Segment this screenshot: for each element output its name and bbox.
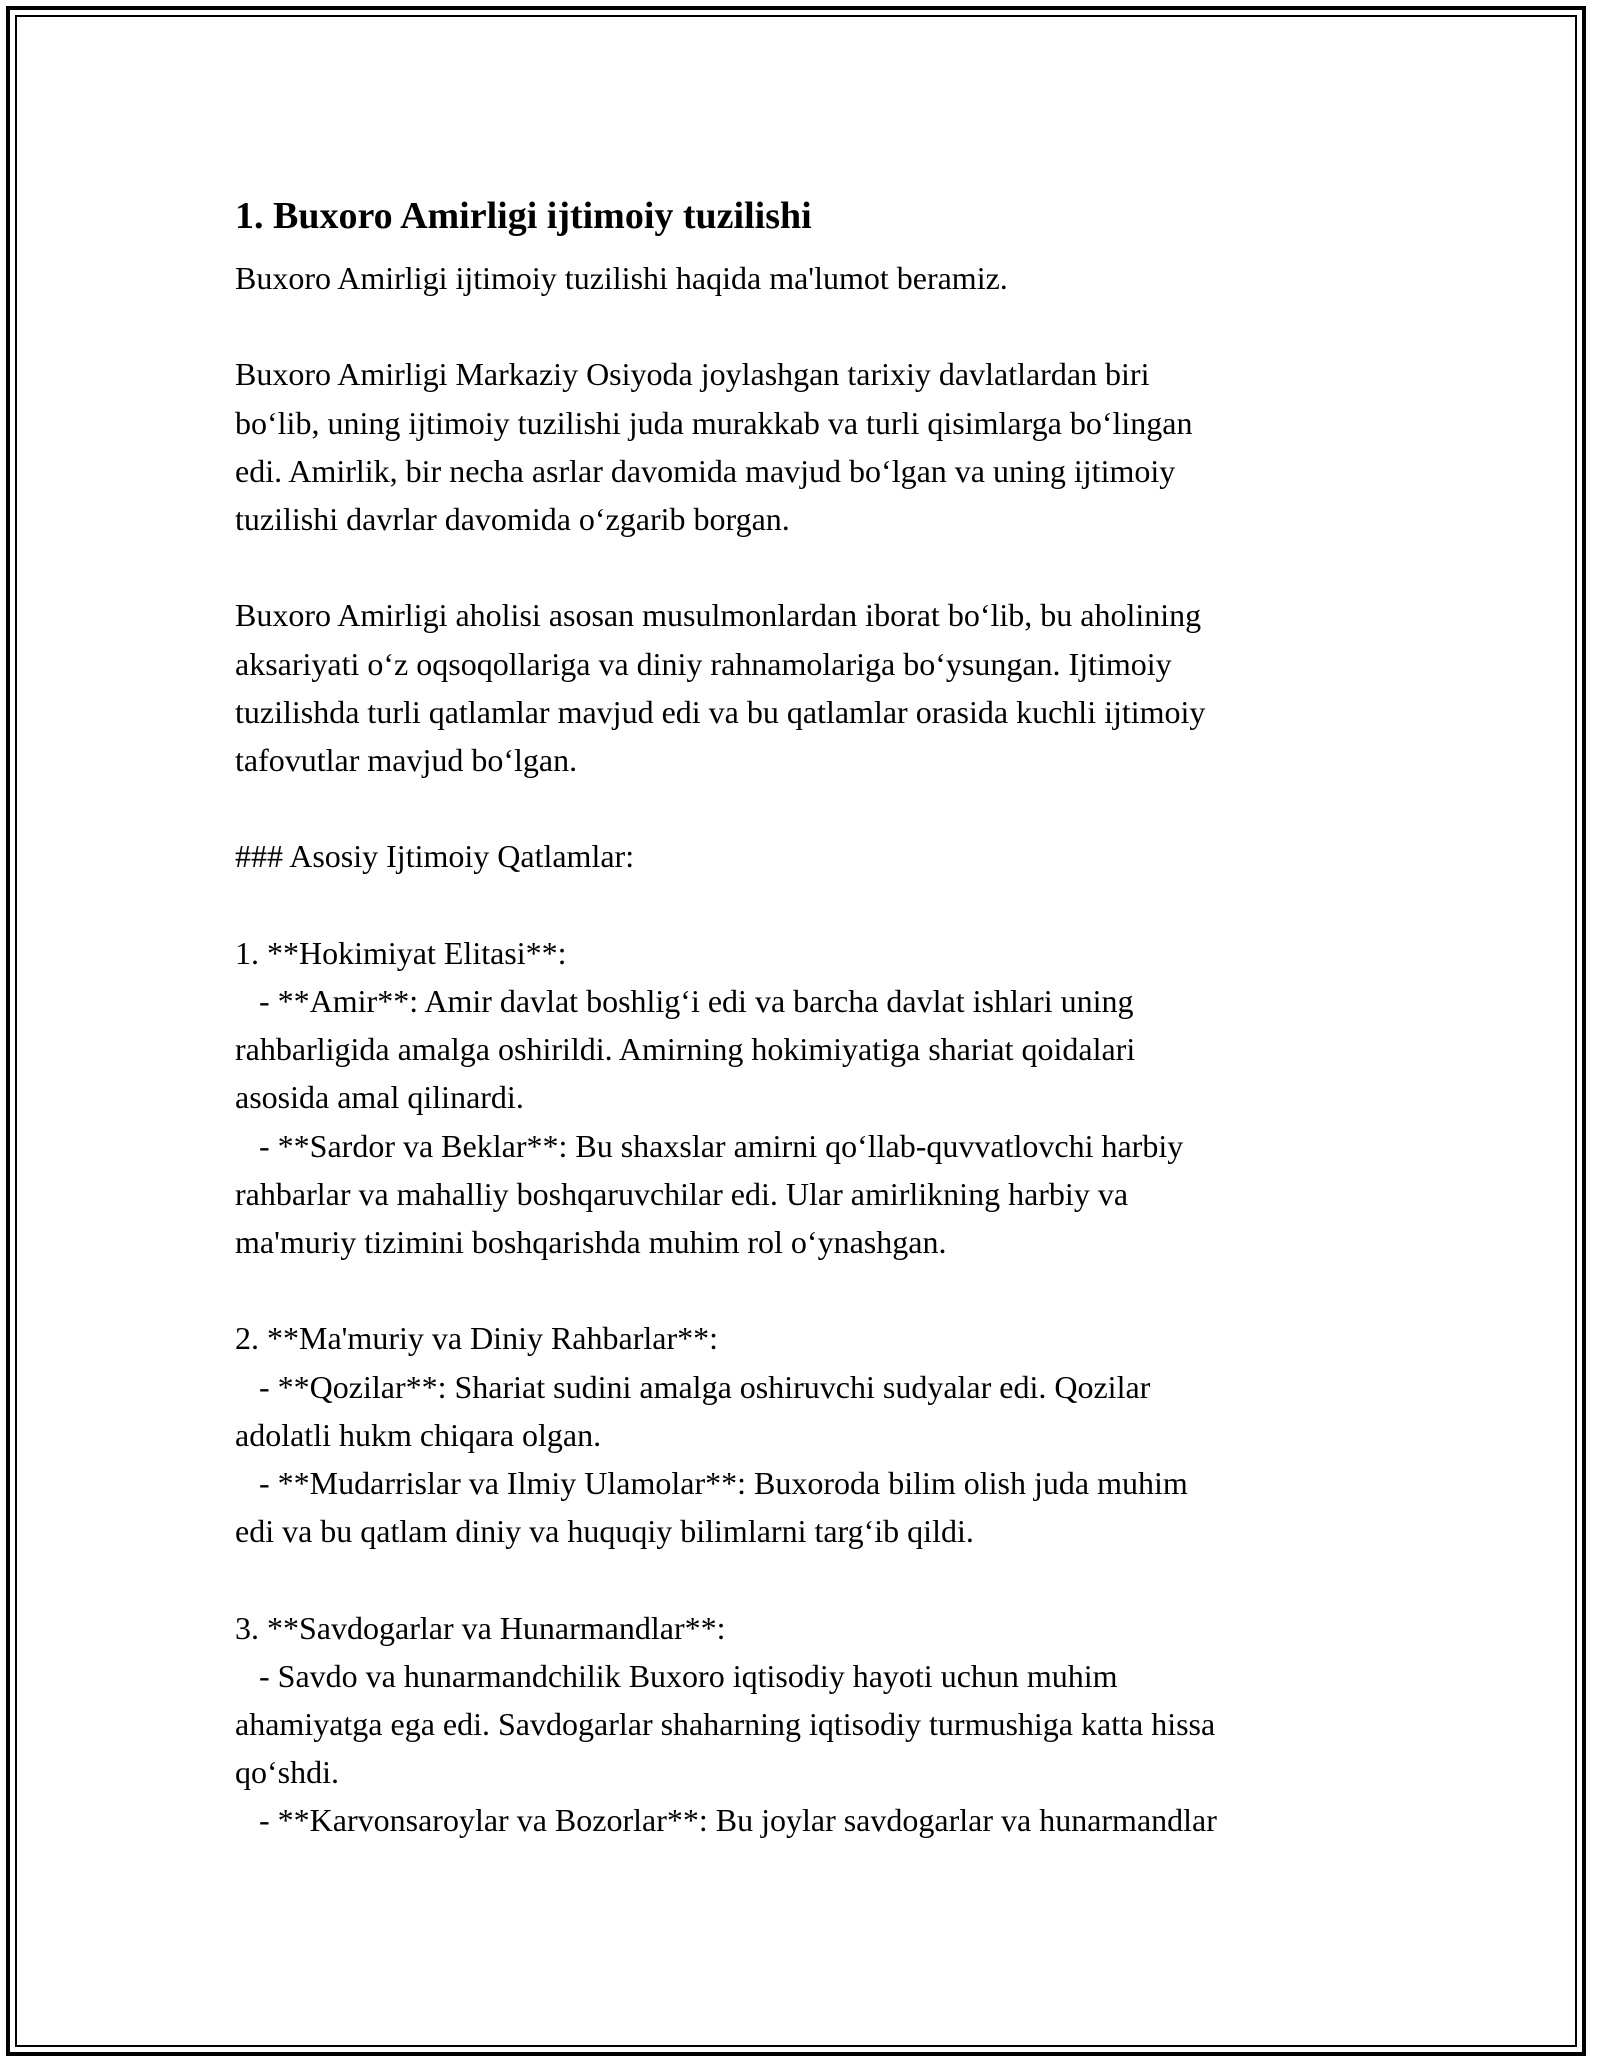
text-line: - **Karvonsaroylar va Bozorlar**: Bu joylar savdogarlar va hunarmandlar bbox=[235, 1802, 1217, 1839]
text-line: adolatli hukm chiqara olgan. bbox=[235, 1416, 602, 1453]
text-line bbox=[235, 784, 1375, 832]
text-line: asosida amal qilinardi. bbox=[235, 1079, 524, 1116]
document-body bbox=[235, 188, 1375, 1845]
text-line: - **Amir**: Amir davlat boshlig‘i edi va barcha davlat ishlari uning bbox=[235, 982, 1134, 1019]
text-line: Buxoro Amirligi Markaziy Osiyoda joylashgan tarixiy davlatlardan biri bbox=[235, 356, 1150, 393]
text-line bbox=[235, 881, 1375, 929]
text-line: bo‘lib, uning ijtimoiy tuzilishi juda murakkab va turli qisimlarga bo‘lingan bbox=[235, 404, 1193, 441]
text-line bbox=[235, 543, 1375, 591]
text-line: rahbarlar va mahalliy boshqaruvchilar edi. Ular amirlikning harbiy va bbox=[235, 1175, 1129, 1212]
document-title: 1. Buxoro Amirligi ijtimoiy tuzilishi bbox=[235, 195, 812, 237]
text-line: qo‘shdi. bbox=[235, 1754, 339, 1791]
text-line: Buxoro Amirligi ijtimoiy tuzilishi haqida ma'lumot beramiz. bbox=[235, 260, 1008, 296]
document-text bbox=[235, 254, 1375, 1845]
text-line: ahamiyatga ega edi. Savdogarlar shaharning iqtisodiy turmushiga katta hissa bbox=[235, 1706, 1216, 1742]
text-line: aksariyati o‘z oqsoqollariga va diniy rahnamolariga bo‘ysungan. Ijtimoiy bbox=[235, 645, 1172, 682]
text-line: 2. **Ma'muriy va Diniy Rahbarlar**: bbox=[235, 1320, 718, 1357]
text-line: ### Asosiy Ijtimoiy Qatlamlar: bbox=[235, 838, 635, 875]
text-line: - Savdo va hunarmandchilik Buxoro iqtisodiy hayoti uchun muhim bbox=[235, 1657, 1118, 1694]
text-line bbox=[235, 1555, 1375, 1603]
text-line: 1. **Hokimiyat Elitasi**: bbox=[235, 934, 567, 971]
text-line: - **Qozilar**: Shariat sudini amalga oshiruvchi sudyalar edi. Qozilar bbox=[235, 1368, 1151, 1405]
text-line bbox=[235, 1266, 1375, 1314]
text-line: tuzilishda turli qatlamlar mavjud edi va bu qatlamlar orasida kuchli ijtimoiy bbox=[235, 693, 1206, 730]
text-line: 3. **Savdogarlar va Hunarmandlar**: bbox=[235, 1609, 726, 1646]
text-line: tuzilishi davrlar davomida o‘zgarib borgan. bbox=[235, 501, 790, 537]
text-line: - **Mudarrislar va Ilmiy Ulamolar**: Buxoroda bilim olish juda muhim bbox=[235, 1465, 1188, 1501]
text-line: ma'muriy tizimini boshqarishda muhim rol o‘ynashgan. bbox=[235, 1224, 947, 1260]
text-line: edi. Amirlik, bir necha asrlar davomida mavjud bo‘lgan va uning ijtimoiy bbox=[235, 452, 1176, 489]
text-line: tafovutlar mavjud bo‘lgan. bbox=[235, 742, 578, 778]
text-line bbox=[235, 302, 1375, 350]
text-line: - **Sardor va Beklar**: Bu shaxslar amirni qo‘llab-quvvatlovchi harbiy bbox=[235, 1127, 1184, 1164]
text-line: edi va bu qatlam diniy va huquqiy bilimlarni targ‘ib qildi. bbox=[235, 1513, 974, 1550]
text-line: Buxoro Amirligi aholisi asosan musulmonlardan iborat bo‘lib, bu aholining bbox=[235, 597, 1202, 634]
text-line: rahbarligida amalga oshirildi. Amirning hokimiyatiga shariat qoidalari bbox=[235, 1031, 1136, 1068]
